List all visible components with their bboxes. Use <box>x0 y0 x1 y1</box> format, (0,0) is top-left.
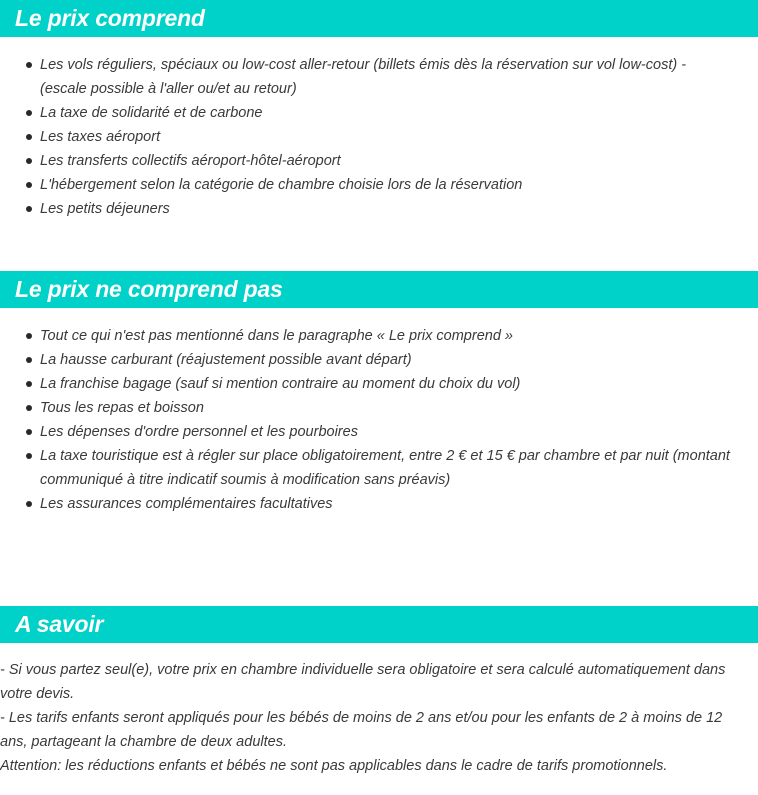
bullet-icon <box>26 453 32 459</box>
list-item <box>0 348 758 372</box>
bullet-icon <box>26 333 32 339</box>
list-item <box>0 444 758 492</box>
bullet-icon <box>26 501 32 507</box>
bullet-icon <box>26 62 32 68</box>
bullet-icon <box>26 110 32 116</box>
info-section-title: A savoir <box>15 611 104 637</box>
info-line: - Si vous partez seul(e), votre prix en chambre individuelle sera obligatoire et sera calculé automatiquement dans votre devis. <box>0 662 726 702</box>
list-item-text: L'hébergement selon la catégorie de chambre choisie lors de la réservation <box>40 177 523 193</box>
list-item <box>0 173 758 197</box>
list-item <box>0 492 758 516</box>
list-item <box>0 101 758 125</box>
list-item-text: Les vols réguliers, spéciaux ou low-cost aller-retour (billets émis dès la réservation sur vol low-cost) - (escale possible à l'aller ou/et au retour) <box>40 57 687 97</box>
list-item-text: La franchise bagage (sauf si mention contraire au moment du choix du vol) <box>40 376 521 392</box>
list-item <box>0 53 758 101</box>
bullet-icon <box>26 206 32 212</box>
list-item <box>0 125 758 149</box>
info-section-header <box>0 606 758 643</box>
info-line: Attention: les réductions enfants et bébés ne sont pas applicables dans le cadre de tarifs promotionnels. <box>0 758 668 774</box>
excluded-section-title: Le prix ne comprend pas <box>15 276 283 302</box>
list-item <box>0 149 758 173</box>
list-item-text: La taxe de solidarité et de carbone <box>40 105 263 121</box>
bullet-icon <box>26 429 32 435</box>
list-item-text: Les taxes aéroport <box>40 129 161 145</box>
list-item <box>0 197 758 221</box>
included-list <box>0 53 758 221</box>
included-section-header <box>0 0 758 37</box>
bullet-icon <box>26 381 32 387</box>
bullet-icon <box>26 357 32 363</box>
list-item-text: Tout ce qui n'est pas mentionné dans le paragraphe « Le prix comprend » <box>40 328 513 344</box>
bullet-icon <box>26 182 32 188</box>
excluded-section-header <box>0 271 758 308</box>
list-item-text: Tous les repas et boisson <box>40 400 204 416</box>
included-section-title: Le prix comprend <box>15 5 205 31</box>
bullet-icon <box>26 134 32 140</box>
bullet-icon <box>26 158 32 164</box>
list-item <box>0 324 758 348</box>
excluded-list <box>0 324 758 516</box>
list-item-text: Les petits déjeuners <box>40 201 170 217</box>
bullet-icon <box>26 405 32 411</box>
list-item-text: Les dépenses d'ordre personnel et les pourboires <box>40 424 358 440</box>
list-item <box>0 396 758 420</box>
info-text-block <box>0 658 752 778</box>
list-item-text: La taxe touristique est à régler sur place obligatoirement, entre 2 € et 15 € par chambre et par nuit (montant communiqué à titre indicatif soumis à modification sans préavis) <box>40 448 730 488</box>
list-item-text: Les transferts collectifs aéroport-hôtel-aéroport <box>40 153 341 169</box>
list-item <box>0 420 758 444</box>
info-line: - Les tarifs enfants seront appliqués pour les bébés de moins de 2 ans et/ou pour les enfants de 2 à moins de 12 ans, partageant la chambre de deux adultes. <box>0 710 723 750</box>
list-item-text: Les assurances complémentaires facultatives <box>40 496 333 512</box>
list-item-text: La hausse carburant (réajustement possible avant départ) <box>40 352 412 368</box>
list-item <box>0 372 758 396</box>
